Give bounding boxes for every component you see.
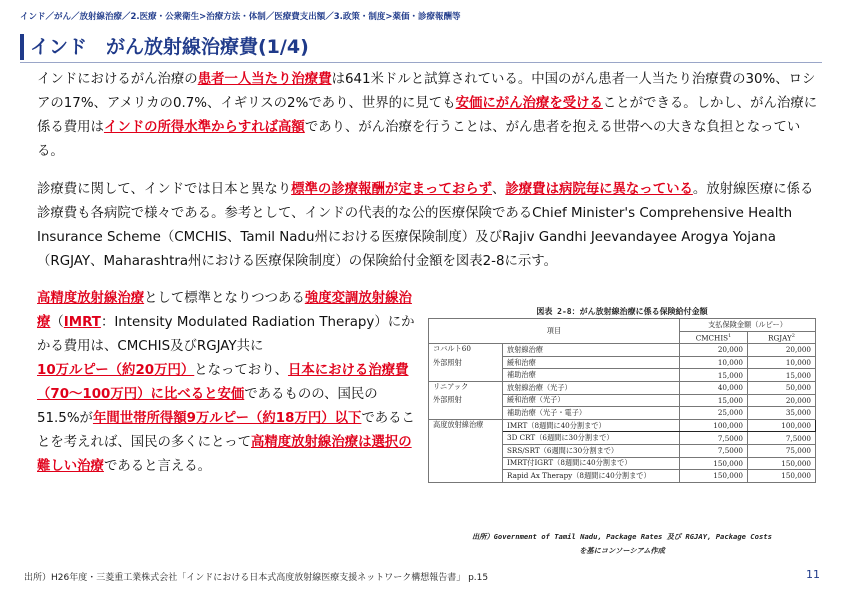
figure-source-line-2: を基にコンソーシアム作成 [579, 546, 665, 555]
body-text: として標準となりつつある [144, 291, 305, 306]
group-cell: リニアック [429, 381, 503, 394]
cell-rgjay: 7,5000 [748, 432, 816, 445]
body-text: となっており、 [194, 363, 288, 378]
group-cell [429, 369, 503, 382]
body-text: 、 [492, 182, 506, 197]
body-text: 診療費に関して、インドでは日本と異なり [37, 182, 292, 197]
body-text: は641米ドルと試算されている。中国のがん患者一人当たり治療費の30%、ロシアの17%、アメリカの0.7%、イギリスの2%であり、世界的に見ても [37, 72, 816, 111]
group-cell: コバルト60 [429, 344, 503, 357]
cell-item: SRS/SRT（6週間に30分割まで） [503, 444, 680, 457]
header-amount: 支払保険金額（ルピー） [680, 319, 816, 332]
body-text: であり、がん治療を行うことは、がん患者を抱える世帯への大きな負担となっている。 [37, 120, 801, 159]
table-row [429, 457, 816, 470]
figure-source-line-1: 出所）Government of Tamil Nadu, Package Rates 及び RGJAY, Package Costs [472, 532, 772, 541]
cell-item: 放射線治療（光子） [503, 381, 680, 394]
body-text: インドにおけるがん治療の [37, 72, 198, 87]
table-row [429, 407, 816, 420]
body-text: ：Intensity Modulated Radiation Therapy）にかかる費用は、CMCHIS及びRGJAY共に [37, 315, 415, 354]
highlight-text: 患者一人当たり治療費 [197, 72, 332, 87]
figure-caption: 図表 2-8：がん放射線治療に係る保険給付金額 [536, 307, 708, 316]
body-text: ことができる。しかし、がん治療に係る費用は [37, 96, 818, 135]
insurance-amount-table [428, 318, 816, 483]
cell-cmchis: 7,5000 [680, 444, 748, 457]
paragraph-3 [22, 287, 417, 479]
highlight-text: 標準の診療報酬が定まっておらず [291, 182, 493, 197]
cell-item: 3D CRT（6週間に30分割まで） [503, 432, 680, 445]
title-accent-bar [20, 34, 24, 60]
page-number: 11 [806, 568, 820, 581]
paragraph-3-text [22, 287, 417, 479]
cell-item: 補助治療 [503, 369, 680, 382]
group-cell: 高度放射線治療 [429, 419, 503, 432]
cell-rgjay: 75,000 [748, 444, 816, 457]
paragraph-1 [22, 68, 822, 164]
highlight-text: IMRT [63, 315, 101, 330]
group-cell [429, 470, 503, 483]
cell-rgjay: 15,000 [748, 369, 816, 382]
paragraph-2-text [22, 178, 822, 274]
highlight-text: 高精度放射線治療 [37, 291, 145, 306]
body-text: であるものの、国民の51.5%が [37, 387, 378, 426]
table-body [429, 344, 816, 483]
cell-cmchis: 7,5000 [680, 432, 748, 445]
cell-rgjay: 35,000 [748, 407, 816, 420]
cell-rgjay: 150,000 [748, 470, 816, 483]
cell-cmchis: 15,000 [680, 394, 748, 407]
highlight-text: 高精度放射線治療は選択の難しい治療 [37, 435, 412, 474]
table-row [429, 432, 816, 445]
group-cell [429, 457, 503, 470]
cell-cmchis: 150,000 [680, 470, 748, 483]
breadcrumb: インド／がん／放射線治療／2.医療・公衆衛生>治療方法・体制／医療費支出額／3.政策・制度>薬価・診療報酬等 [20, 12, 461, 22]
cell-cmchis: 40,000 [680, 381, 748, 394]
body-text: であると言える。 [103, 459, 212, 474]
highlight-text: 日本における治療費（70～100万円）に比べると安価 [37, 363, 409, 402]
header-rgjay: RGJAY$^2$ [748, 331, 816, 344]
group-cell [429, 432, 503, 445]
cell-cmchis: 150,000 [680, 457, 748, 470]
highlight-text: 10万ルピー（約20万円） [37, 363, 195, 378]
paragraph-1-text [22, 68, 822, 164]
highlight-text: 安価にがん治療を受ける [455, 96, 603, 111]
group-cell: 外部照射 [429, 356, 503, 369]
highlight-text: 年間世帯所得額9万ルピー（約18万円）以下 [92, 411, 362, 426]
footer-source: 出所）H26年度・三菱重工業株式会社「インドにおける日本式高度放射線医療支援ネットワーク構想報告書」 p.15 [24, 573, 489, 583]
cell-item: IMRT（8週間に40分割まで） [503, 419, 680, 432]
table-row [429, 394, 816, 407]
cell-rgjay: 20,000 [748, 394, 816, 407]
cell-item: 緩和治療（光子） [503, 394, 680, 407]
cell-item: 緩和治療 [503, 356, 680, 369]
group-cell [429, 444, 503, 457]
body-text: であることを考えれば、国民の多くにとって [37, 411, 415, 450]
table-row [429, 419, 816, 432]
cell-rgjay: 50,000 [748, 381, 816, 394]
cell-rgjay: 100,000 [748, 419, 816, 432]
cell-cmchis: 20,000 [680, 344, 748, 357]
cell-cmchis: 25,000 [680, 407, 748, 420]
paragraph-2 [22, 178, 822, 274]
header-cmchis: CMCHIS$^1$ [680, 331, 748, 344]
table-row [429, 381, 816, 394]
cell-item: 放射線治療 [503, 344, 680, 357]
cell-cmchis: 15,000 [680, 369, 748, 382]
header-item: 項目 [429, 319, 680, 344]
page-title: インド がん放射線治療費(1/4) [30, 36, 309, 58]
title-divider [20, 62, 822, 63]
cell-rgjay: 20,000 [748, 344, 816, 357]
figure-source [428, 530, 816, 558]
table-row [429, 356, 816, 369]
group-cell: 外部照射 [429, 394, 503, 407]
body-text: 。放射線医療に係る診療費も各病院で様々である。参考として、インドの代表的な公的医療保険であるChief Minister's Comprehensive Health Insurance Scheme（CMCHIS、Tamil Nadu州における医療保険制度）及びRajiv Gandhi Jeevandayee Arogya Yojana（RGJAY、Maharashtra州における医療保険制度）の保険給付金額を図表2-8に示す。 [37, 182, 814, 269]
table-row [429, 344, 816, 357]
body-text: （ [50, 315, 64, 330]
group-cell [429, 407, 503, 420]
highlight-text: 診療費は病院毎に異なっている [505, 182, 693, 197]
cell-item: IMRT付IGRT（8週間に40分割まで） [503, 457, 680, 470]
table-row [429, 470, 816, 483]
cell-rgjay: 10,000 [748, 356, 816, 369]
cell-rgjay: 150,000 [748, 457, 816, 470]
highlight-text: 強度変調放射線治療 [37, 291, 412, 330]
cell-cmchis: 100,000 [680, 419, 748, 432]
table-row [429, 444, 816, 457]
cell-item: Rapid Ax Therapy（8週間に40分割まで） [503, 470, 680, 483]
table-row [429, 369, 816, 382]
table-header-row [429, 319, 816, 332]
cell-cmchis: 10,000 [680, 356, 748, 369]
highlight-text: インドの所得水準からすれば高額 [103, 120, 305, 135]
cell-item: 補助治療（光子・電子） [503, 407, 680, 420]
